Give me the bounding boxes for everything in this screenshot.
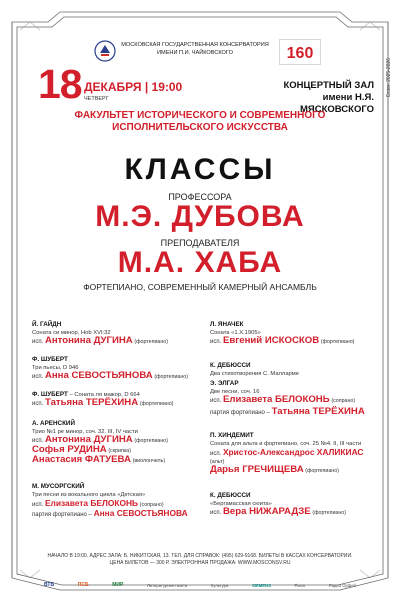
sponsor-logo: Piano [294, 582, 306, 588]
sponsor-logo: ВТБ [44, 582, 55, 588]
program-item: М. МУСОРГСКИЙ Три песни из вокального цикла «Детская» исп. Елизавета БЕЛОКОНЬ (сопрано) партия фортепиано – Анна СЕВОСТЬЯНОВА [32, 483, 188, 518]
conservatory-name: МОСКОВСКАЯ ГОСУДАРСТВЕННАЯ КОНСЕРВАТОРИЯ ИМЕНИ П.И. ЧАЙКОВСКОГО [121, 42, 269, 56]
sponsor-logo: ПСБ [77, 582, 89, 588]
professor-name: М.Э. ДУБОВА [95, 200, 305, 233]
program-item: Й. ГАЙДН Соната си минор, Hob XVI:32 исп. Антонина ДУГИНА (фортепиано) [32, 321, 169, 346]
program-item: К. ДЕБЮССИ «Бергамасская сюита» исп. Вера НИЖАРАДЗЕ (фортепиано) [210, 492, 346, 517]
faculty-title: ФАКУЛЬТЕТ ИСТОРИЧЕСКОГО И СОВРЕМЕННОГО ИСПОЛНИТЕЛЬСКОГО ИСКУССТВА [74, 110, 326, 133]
program-item: Ф. ШУБЕРТ Три пьесы, D 946 исп. Анна СЕВОСТЬЯНОВА (фортепиано) [32, 356, 188, 381]
footer-info: НАЧАЛО В 19:00. АДРЕС ЗАЛА: Б. НИКИТСКАЯ, 13. ТЕЛ. ДЛЯ СПРАВОК: (495) 629-9168. БИЛЕТЫ В КАССАХ КОНСЕРВАТОРИИ. ЦЕНА БИЛЕТОВ — 300 Р. ЭЛЕКТРОННАЯ ПРОДАЖА: WWW.MOSCONSV.RU [47, 553, 353, 566]
program-item: П. ХИНДЕМИТ Соната для альта и фортепиано, соч. 25 №4. II, III части исп. Христос-Александрос ХАЛИКИАС (альт) Дарья ГРЕЧИЩЕВА (фортепиано) [210, 432, 364, 475]
svg-text:160: 160 [286, 45, 314, 62]
anniversary-badge [279, 39, 321, 65]
program-item: Э. ЭЛГАР Две песни, соч. 16 исп. Елизавета БЕЛОКОНЬ (сопрано) партия фортепиано – Татьяна ТЕРЁХИНА [210, 380, 365, 417]
program-item: Л. ЯНАЧЕК Соната «1.X.1905» исп. Евгений ИСКОСКОВ (фортепиано) [210, 321, 355, 346]
sponsor-logos [44, 578, 356, 592]
event-month-time: ДЕКАБРЯ | 19:00 [84, 80, 183, 94]
sponsor-logo: Культура [210, 582, 229, 588]
event-weekday: ЧЕТВЕРГ [84, 96, 109, 102]
program-item: К. ДЕБЮССИ Два стихотворения С. Малларме [210, 362, 299, 377]
sponsor-logo: МИР [112, 582, 124, 588]
specialty-line: ФОРТЕПИАНО, СОВРЕМЕННЫЙ КАМЕРНЫЙ АНСАМБЛЬ [83, 282, 317, 292]
season-label: Сезон 2025-2026 [386, 58, 392, 98]
professor-label: ПРОФЕССОРА [168, 192, 232, 202]
concert-hall: КОНЦЕРТНЫЙ ЗАЛ имени Н.Я. МЯСКОВСКОГО [283, 80, 374, 115]
program-item: Ф. ШУБЕРТ – Соната ля мажор, D 664 исп. Татьяна ТЕРЁХИНА (фортепиано) [32, 391, 174, 408]
sponsor-logo: Литературная газета [147, 582, 188, 588]
teacher-label: ПРЕПОДАВАТЕЛЯ [160, 238, 240, 248]
sponsor-logo: SIEMENS [252, 582, 271, 588]
ministry-emblem-icon [92, 38, 118, 64]
teacher-name: М.А. ХАБА [117, 246, 283, 279]
program-item: А. АРЕНСКИЙ Трио №1 ре минор, соч. 32. III, IV части исп. Антонина ДУГИНА (фортепиано) Софья РУДИНА (скрипка) Анастасия ФАТУЕВА (виолончель) [32, 420, 169, 465]
classes-heading: КЛАССЫ [124, 153, 276, 186]
event-day: 18 [38, 61, 82, 107]
sponsor-logo: Радио Орфей [328, 582, 356, 588]
